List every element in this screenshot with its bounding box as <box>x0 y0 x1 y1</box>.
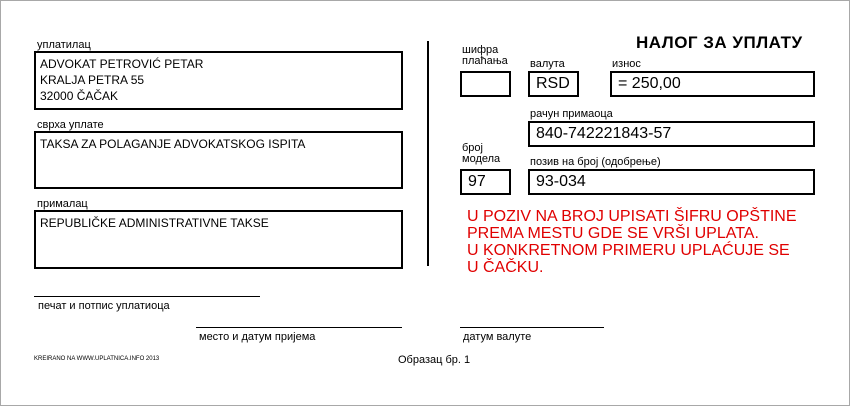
reference-label: позив на број (одобрење) <box>530 156 661 168</box>
place-date-line <box>196 327 402 328</box>
place-date-label: место и датум пријема <box>199 331 316 343</box>
payer-value: ADVOKAT PETROVIĆ PETAR KRALJA PETRA 55 32000 ČAČAK <box>40 57 204 103</box>
reference-value: 93-034 <box>536 173 586 190</box>
instruction-note: U POZIV NA BROJ UPISATI ŠIFRU OPŠTINE PREMA MESTU GDE SE VRŠI UPLATA. U KONKRETNOM PRIMERU UPLAĆUJE SE U ČAČKU. <box>467 208 797 276</box>
currency-label: валута <box>530 58 565 70</box>
recipient-account-field[interactable] <box>528 121 815 147</box>
recipient-account-label: рачун примаоца <box>530 108 613 120</box>
recipient-field[interactable] <box>34 210 403 269</box>
amount-value: = 250,00 <box>618 75 681 92</box>
value-date-line <box>460 327 604 328</box>
signature-label: печат и потпис уплатиоца <box>38 300 170 312</box>
model-field[interactable] <box>460 169 511 195</box>
payer-field[interactable] <box>34 51 403 110</box>
purpose-label: сврха уплате <box>37 119 104 131</box>
payment-code-field[interactable] <box>460 71 511 97</box>
purpose-field[interactable] <box>34 131 403 189</box>
signature-line <box>34 296 260 297</box>
recipient-account-value: 840-742221843-57 <box>536 125 672 142</box>
amount-field[interactable] <box>610 71 815 97</box>
divider <box>427 41 429 266</box>
form-number: Образац бр. 1 <box>398 354 471 366</box>
model-label: број модела <box>462 142 501 165</box>
currency-value: RSD <box>536 75 570 92</box>
payment-code-label: шифра плаћања <box>462 44 508 67</box>
recipient-value: REPUBLIČKE ADMINISTRATIVNE TAKSE <box>40 216 269 230</box>
currency-field[interactable] <box>528 71 579 97</box>
value-date-label: датум валуте <box>463 331 532 343</box>
form-title: НАЛОГ ЗА УПЛАТУ <box>636 33 803 52</box>
amount-label: износ <box>612 58 641 70</box>
credit-text: KREIRANO NA WWW.UPLATNICA.INFO 2013 <box>34 356 160 362</box>
purpose-value: TAKSA ZA POLAGANJE ADVOKATSKOG ISPITA <box>40 137 306 151</box>
reference-field[interactable] <box>528 169 815 195</box>
model-value: 97 <box>468 173 486 190</box>
recipient-label: прималац <box>37 198 88 210</box>
payer-label: уплатилац <box>37 39 91 51</box>
